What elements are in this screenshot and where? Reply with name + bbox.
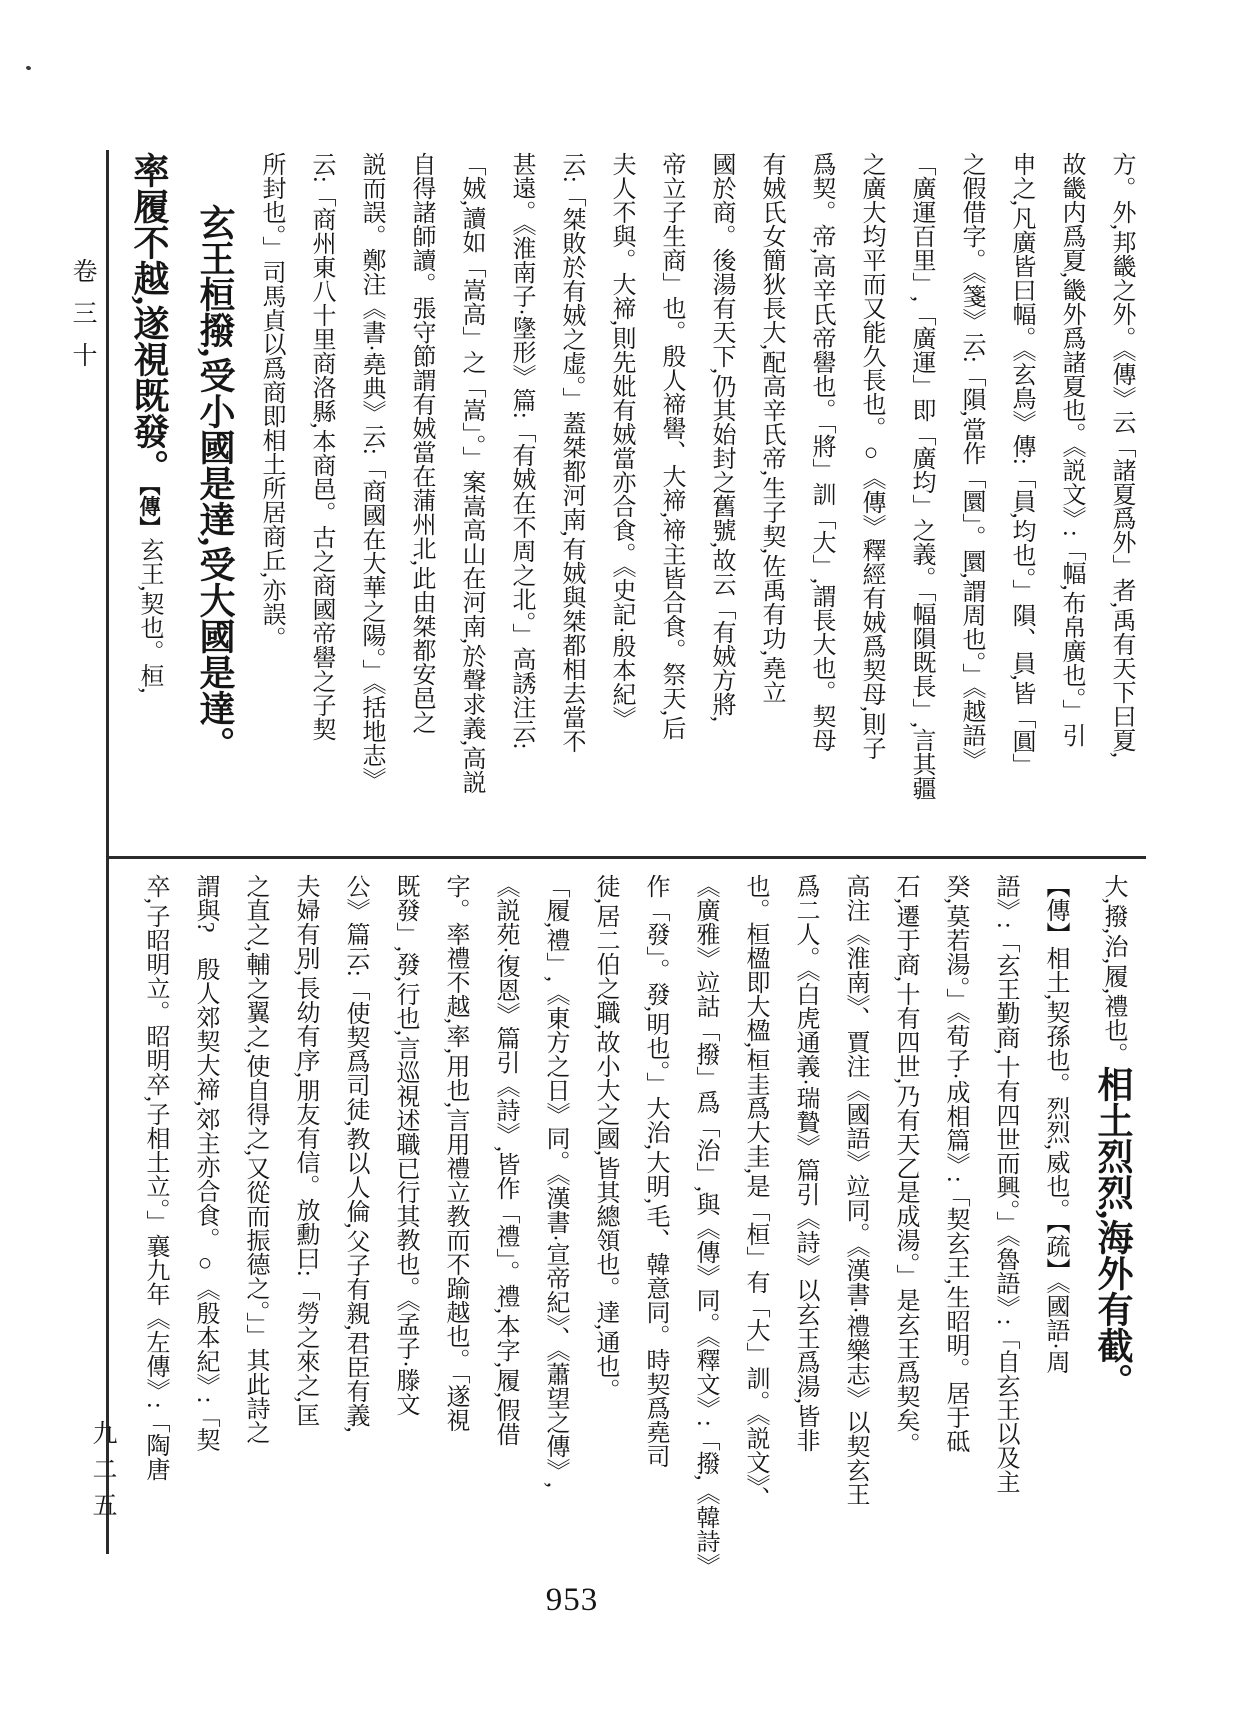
text-column: 云:「商州東八十里商洛縣,本商邑。古之商國帝嚳之子契 [308, 152, 334, 741]
text-column: 夫婦有別,長幼有序,朋友有信。放勳曰:「勞之來之,匡 [292, 874, 318, 1427]
text-column: 「娀,讀如「嵩高」之「嵩」。」案嵩高山在河南,於聲求義,高説 [458, 152, 484, 794]
bottom-commentary-block [130, 874, 1080, 1577]
text-column: 字。率禮不越,率,用也,言用禮立教而不踰越也。「遂視 [442, 874, 468, 1432]
bottom-verse-block [1080, 874, 1146, 1574]
text-column: 方。外,邦畿之外。《傳》云「諸夏爲外」者,禹有天下曰夏, [1108, 152, 1134, 758]
scan-speck [25, 65, 31, 70]
top-verse-block [116, 152, 248, 842]
half-divider-rule [106, 856, 1146, 859]
text-column: 爲契。帝,高辛氏帝嚳也。「將」訓「大」,謂長大也。契母 [808, 152, 834, 752]
commentary-text: 大,撥,治,履,禮也。 [1100, 874, 1126, 1066]
text-column: 爲二人。《白虎通義·瑞贄》篇引《詩》以玄王爲湯,皆非 [792, 874, 818, 1452]
text-column: 卒,子昭明立。昭明卒,子相土立。」襄九年《左傳》:「陶唐 [142, 874, 168, 1481]
verse-text: 相土烈烈,海外有截。 [1093, 1066, 1133, 1399]
text-column: 《説苑·復恩》篇引《詩》,皆作「禮」。禮,本字,履,假借 [492, 874, 518, 1446]
text-column: 「廣運百里」,「廣運」即「廣均」之義。「幅隕既長」,言其疆 [908, 152, 934, 800]
text-column: 【傳】相土,契孫也。烈烈,威也。【疏】《國語·周 [1042, 874, 1068, 1374]
verse-line [1080, 874, 1146, 1574]
verse-line [182, 152, 248, 842]
text-column: 所封也。」司馬貞以爲商即相土所居商丘,亦誤。 [258, 152, 284, 650]
commentary-marker: 【傳】 [137, 485, 161, 538]
left-border-rule [106, 150, 109, 1554]
commentary-text: 玄王,契也。桓, [136, 537, 162, 694]
text-column: 自得諸師讀。張守節謂有娀當在蒲州北,此由桀都安邑之 [408, 152, 434, 734]
text-column: 國於商。後湯有天下,仍其始封之舊號,故云「有娀方將, [708, 152, 734, 722]
text-column: 有娀氏女簡狄長大,配高辛氏帝,生子契,佐禹有功,堯立 [758, 152, 784, 704]
text-column: 「履,禮」,《東方之日》同。《漢書·宣帝紀》、《蕭望之傳》, [542, 874, 568, 1488]
text-column: 徒,居二伯之職,故小大之國,皆其總領也。達,通也。 [592, 874, 618, 1402]
text-column: 既發」,發,行也,言巡視述職已行其教也。《孟子·滕文 [392, 874, 418, 1416]
text-column: 癸,莫若湯。」《荀子·成相篇》:「契玄王,生昭明。居于砥 [942, 874, 968, 1453]
text-column: 申之,凡廣皆曰幅。《玄鳥》傳:「員,均也。」隕、員,皆「圓」 [1008, 152, 1034, 777]
text-column: 也。桓楹即大楹,桓圭爲大圭,是「桓」有「大」訓。《説文》、 [742, 874, 768, 1510]
text-column: 之廣大均平而又能久長也。○《傳》釋經有娀爲契母,則子 [858, 152, 884, 760]
text-column: 帝立子生商」也。殷人禘嚳、大禘,禘主皆合食。祭天,后 [658, 152, 684, 740]
text-column: 甚遠。《淮南子·墬形》篇:「有娀在不周之北。」高誘注云: [508, 152, 534, 750]
text-column: 《廣雅》竝詁「撥」爲「治」,與《傳》同。《釋文》:「撥,《韓詩》 [692, 874, 718, 1577]
volume-label: 卷三十 [69, 258, 96, 384]
top-commentary-block [246, 152, 1146, 842]
text-column: 之直之,輔之翼之,使自得之,又從而振德之。」」其此詩之 [242, 874, 268, 1444]
folio-page-label: 九二五 [89, 1420, 116, 1528]
verse-text: 玄王桓撥,受小國是達,受大國是達。 [195, 204, 235, 762]
text-column: 之假借字。《箋》云:「隕,當作「圜」。圜,謂周也。」《越語》 [958, 152, 984, 771]
text-column: 謂與? 殷人郊契大禘,郊主亦合食。○《殷本紀》:「契 [192, 874, 218, 1452]
text-column: 高注《淮南》、賈注《國語》竝同。《漢書·禮樂志》以契玄王 [842, 874, 868, 1506]
text-column: 故畿内爲夏,畿外爲諸夏也。《説文》:「幅,布帛廣也。」引 [1058, 152, 1084, 747]
page-number: 953 [545, 1582, 599, 1618]
text-column: 語》:「玄王勤商,十有四世而興。」《魯語》:「自玄王以及主 [992, 874, 1018, 1494]
verse-line [116, 152, 182, 842]
text-column: 夫人不與。大禘,則先妣有娀當亦合食。《史記·殷本紀》 [608, 152, 634, 730]
text-column: 石,遷于商,十有四世,乃有天乙是成湯。」是玄王爲契矣。 [892, 874, 918, 1456]
text-column: 作「發」。發,明也。」大治,大明,毛、韓意同。時契爲堯司 [642, 874, 668, 1468]
verse-text: 率履不越,遂視既發。 [129, 152, 169, 485]
text-column: 説而誤。鄭注《書·堯典》云:「商國在大華之陽。」《括地志》 [358, 152, 384, 791]
text-column: 云:「桀敗於有娀之虚。」蓋桀都河南,有娀與桀都相去當不 [558, 152, 584, 753]
text-column: 公》篇云:「使契爲司徒,教以人倫,父子有親,君臣有義, [342, 874, 368, 1433]
